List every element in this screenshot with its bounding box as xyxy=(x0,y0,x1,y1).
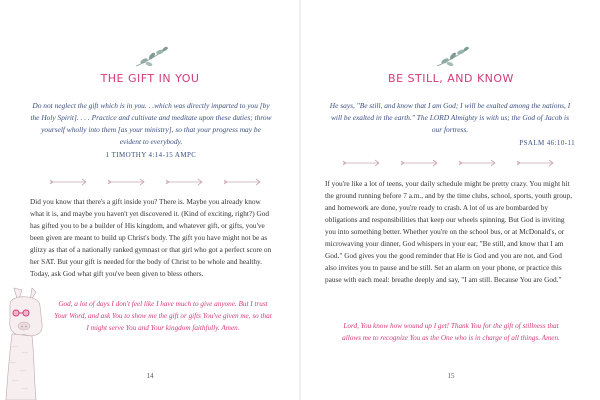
devotional-body: Did you know that there's a gift inside you? There is. Maybe you already know what it is, and maybe you haven't yet discovered it. (Kind of exciting, right?) God has gifted you to be a builder of His kingdom, and whatever gift, or gifts, you've been given are meant to build up Christ's body. The gift you have might not be as glitzy as that of a nationally ranked gymnast or that girl who got a perfect score on her SAT. But your gift is needed for the body of Christ to be whole and healthy. Today, ask God what gift you've been given to bless others. xyxy=(30,197,272,278)
page-title: THE GIFT IN YOU xyxy=(100,72,200,85)
verse-text: He says, "Be still, and know that I am God; I will be exalted among the nations, I will be exalted in the earth." The LORD Almighty is with us; the God of Jacob is our fortress. xyxy=(329,101,571,134)
page-number: 15 xyxy=(447,372,455,380)
llama-illustration xyxy=(0,280,60,400)
page-number: 14 xyxy=(146,372,154,380)
page-title: BE STILL, AND KNOW xyxy=(388,72,514,85)
arrow-divider-icon xyxy=(46,177,266,187)
devotional-body: If you're like a lot of teens, your daily schedule might be pretty crazy. You might hit the ground running before 7 a.m., and by the time clubs, school, sports, youth group, and homework are done, you're ready to crash. A lot of us are bombarded by obligations and responsibilities that keep our wheels spinning. But God is inviting you into something better. Whether you're on the school bus, or at McDonald's, or microwaving your dinner, God whispers in your ear, "Be still, and know that I am God." God gives you the good reminder that He is God and you are not, and God also invites you to pause and be still. Set an alarm on your phone, or practice this pause with each meal: breathe deeply and say, "I am still. Because You are God." xyxy=(325,179,573,284)
verse-text: Do not neglect the gift which is in you. . .which was directly imparted to you [by the Holy Spirit]. . . . Practice and cultivate and meditate upon these duties; throw yourself wholly into them [as your ministry], so that your progress may be evident to everybody. xyxy=(30,101,272,146)
prayer-text: God, a lot of days I don't feel like I have much to give anyone. But I trust Your Word, and ask You to show me the gift or gifts You've given me, so that I might serve You and Your kingdom faithfully. Amen. xyxy=(54,300,272,332)
prayer-text: Lord, You know how wound up I get! Thank You for the gift of stillness that allows me to recognize You as the One who is in charge of all things. Amen. xyxy=(342,322,560,342)
right-page xyxy=(301,0,600,400)
arrow-divider-icon xyxy=(339,158,559,168)
leaf-sprig-icon xyxy=(132,44,172,72)
scripture-verse xyxy=(30,100,272,161)
scripture-verse xyxy=(325,100,575,149)
leaf-sprig-icon xyxy=(433,44,473,72)
verse-reference: 1 TIMOTHY 4:14-15 AMPC xyxy=(105,151,197,159)
verse-reference: PSALM 46:10-11 xyxy=(519,139,575,147)
